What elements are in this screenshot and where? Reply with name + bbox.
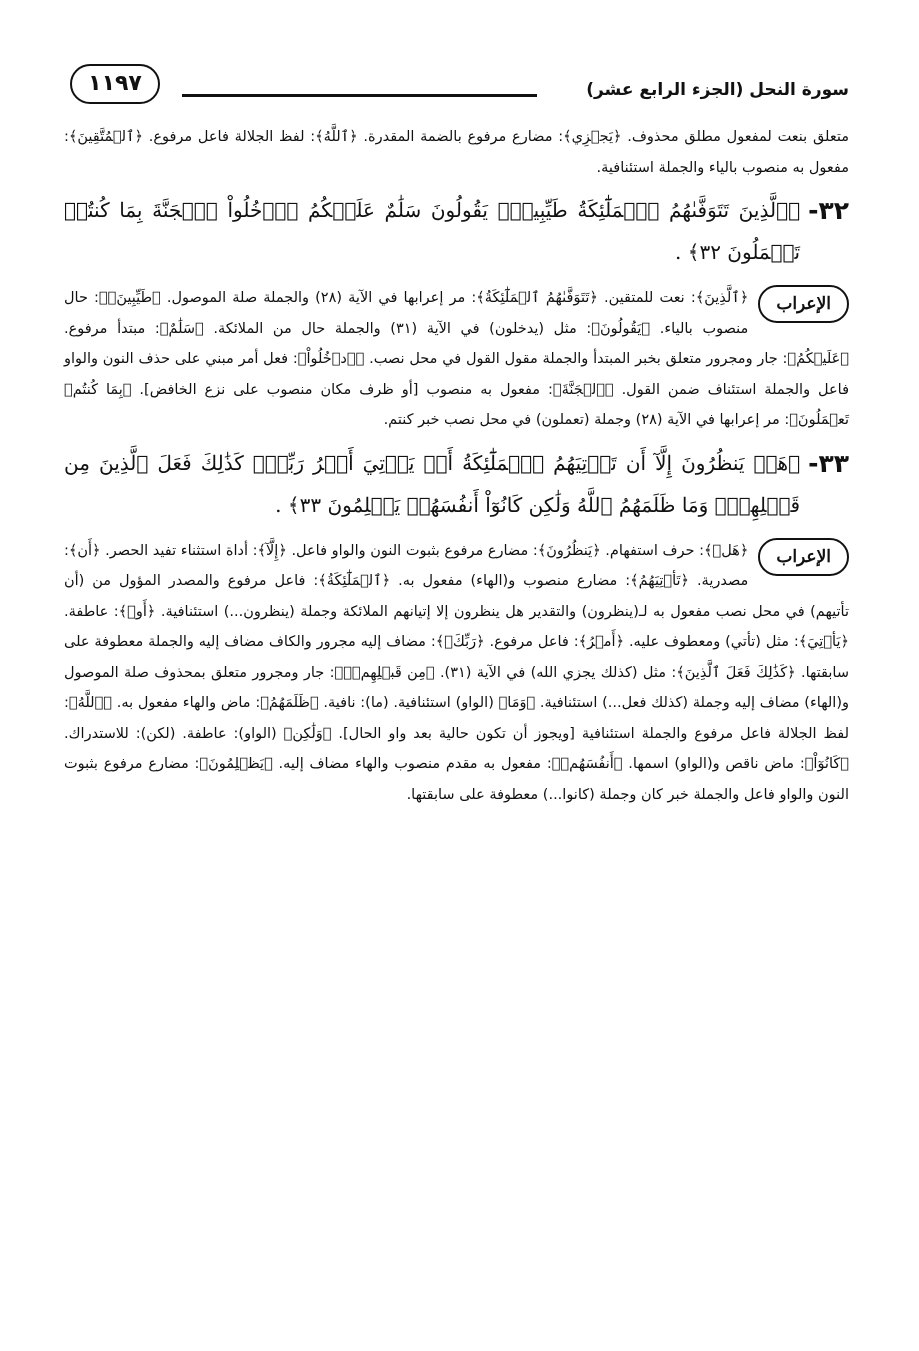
irab-section-32 [64, 283, 849, 436]
irab-badge: الإعراب [758, 285, 849, 323]
verse-text: ﴿ٱلَّذِينَ تَتَوَفَّىٰهُمُ ٱلۡمَلَٰٓئِكَةُ طَيِّبِينَۙ يَقُولُونَ سَلَٰمٌ عَلَيۡكُمُ ٱدۡخُلُواْ ٱلۡجَنَّةَ بِمَا كُنتُمۡ تَعۡمَلُونَ ٣٢﴾ . [64, 198, 801, 264]
header-rule [182, 94, 537, 97]
page-number: ١١٩٧ [70, 64, 160, 104]
irab-section-33 [64, 536, 849, 811]
surah-title: سورة النحل (الجزء الرابع عشر) [586, 80, 849, 100]
verse-33 [64, 442, 849, 526]
intro-paragraph: متعلق بنعت لمفعول مطلق محذوف. ﴿يَجۡزِي﴾: مضارع مرفوع بالضمة المقدرة. ﴿ٱللَّهُ﴾: لفظ الجلالة فاعل مرفوع. ﴿ٱلۡمُتَّقِينَ﴾: مفعول به منصوب بالياء والجملة استئنافية. [64, 129, 849, 176]
irab-paragraph: ﴿ٱلَّذِينَ﴾: نعت للمتقين. ﴿تَتَوَفَّىٰهُمُ ٱلۡمَلَٰٓئِكَةُ﴾: مر إعرابها في الآية (٢٨) والجملة صلة الموصول. ﴿طَيِّبِينَۙ﴾: حال منصوب بالياء. ﴿يَقُولُونَ﴾: مثل (يدخلون) في الآية (٣١) والجملة حال من الملائكة. ﴿سَلَٰمٌ﴾: مبتدأ مرفوع. ﴿عَلَيۡكُمُ﴾: جار ومجرور متعلق بخبر المبتدأ والجملة مقول القول في محل نصب. ﴿ٱدۡخُلُواْ﴾: فعل أمر مبني على حذف النون والواو فاعل والجملة استئناف ضمن القول. ﴿ٱلۡجَنَّةَ﴾: مفعول به منصوب [أو ظرف مكان منصوب على نزع الخافض]. ﴿بِمَا كُنتُمۡ تَعۡمَلُونَ﴾: مر إعرابها في الآية (٢٨) وجملة (تعملون) في محل نصب خبر كنتم. [64, 290, 849, 428]
verse-number: ٣٣- [808, 448, 849, 478]
verse-32 [64, 189, 849, 273]
page-header [64, 58, 849, 114]
irab-paragraph: ﴿هَلۡ﴾: حرف استفهام. ﴿يَنظُرُونَ﴾: مضارع مرفوع بثبوت النون والواو فاعل. ﴿إِلَّآ﴾: أداة استثناء تفيد الحصر. ﴿أَن﴾: مصدرية. ﴿تَأۡتِيَهُمُ﴾: مضارع منصوب و(الهاء) مفعول به. ﴿ٱلۡمَلَٰٓئِكَةُ﴾: فاعل مرفوع والمصدر المؤول من (أن تأتيهم) في محل نصب مفعول به لـ(ينظرون) والتقدير هل ينظرون إلا إتيانهم الملائكة وجملة (ينظرون...) استئنافية. ﴿أَوۡ﴾: عاطفة. ﴿يَأۡتِيَ﴾: مثل (تأتي) ومعطوف عليه. ﴿أَمۡرُ﴾: فاعل مرفوع. ﴿رَبِّكَۚ﴾: مضاف إليه مجرور والكاف مضاف إليه والجملة معطوفة على سابقتها. ﴿كَذَٰلِكَ فَعَلَ ٱلَّذِينَ﴾: مثل (كذلك يجزي الله) في الآية (٣١). ﴿مِن قَبۡلِهِمۡۚ﴾: جار ومجرور متعلق بمحذوف صلة الموصول و(الهاء) مضاف إليه وجملة (كذلك فعل...) استئنافية. ﴿وَمَا﴾ (الواو) استئنافية. (ما): نافية. ﴿ظَلَمَهُمُ﴾: ماض والهاء مفعول به. ﴿ٱللَّهُ﴾: لفظ الجلالة فاعل مرفوع والجملة استئنافية [ويجوز أن تكون حالية بعد واو الحال]. ﴿وَلَٰكِن﴾ (الواو): عاطفة. (لكن): للاستدراك. ﴿كَانُوٓاْ﴾: ماض ناقص و(الواو) اسمها. ﴿أَنفُسَهُمۡ﴾: مفعول به مقدم منصوب والهاء مضاف إليه. ﴿يَظۡلِمُونَ﴾: مضارع مرفوع بثبوت النون والواو فاعل والجملة خبر كان وجملة (كانوا...) معطوفة على سابقتها. [64, 542, 849, 803]
verse-text: ﴿هَلۡ يَنظُرُونَ إِلَّآ أَن تَأۡتِيَهُمُ ٱلۡمَلَٰٓئِكَةُ أَوۡ يَأۡتِيَ أَمۡرُ رَبِّكَۚ كَذَٰلِكَ فَعَلَ ٱلَّذِينَ مِن قَبۡلِهِمۡۚ وَمَا ظَلَمَهُمُ ٱللَّهُ وَلَٰكِن كَانُوٓاْ أَنفُسَهُمۡ يَظۡلِمُونَ ٣٣﴾ . [64, 450, 801, 517]
verse-number: ٣٢- [808, 196, 849, 225]
irab-badge: الإعراب [758, 538, 849, 576]
